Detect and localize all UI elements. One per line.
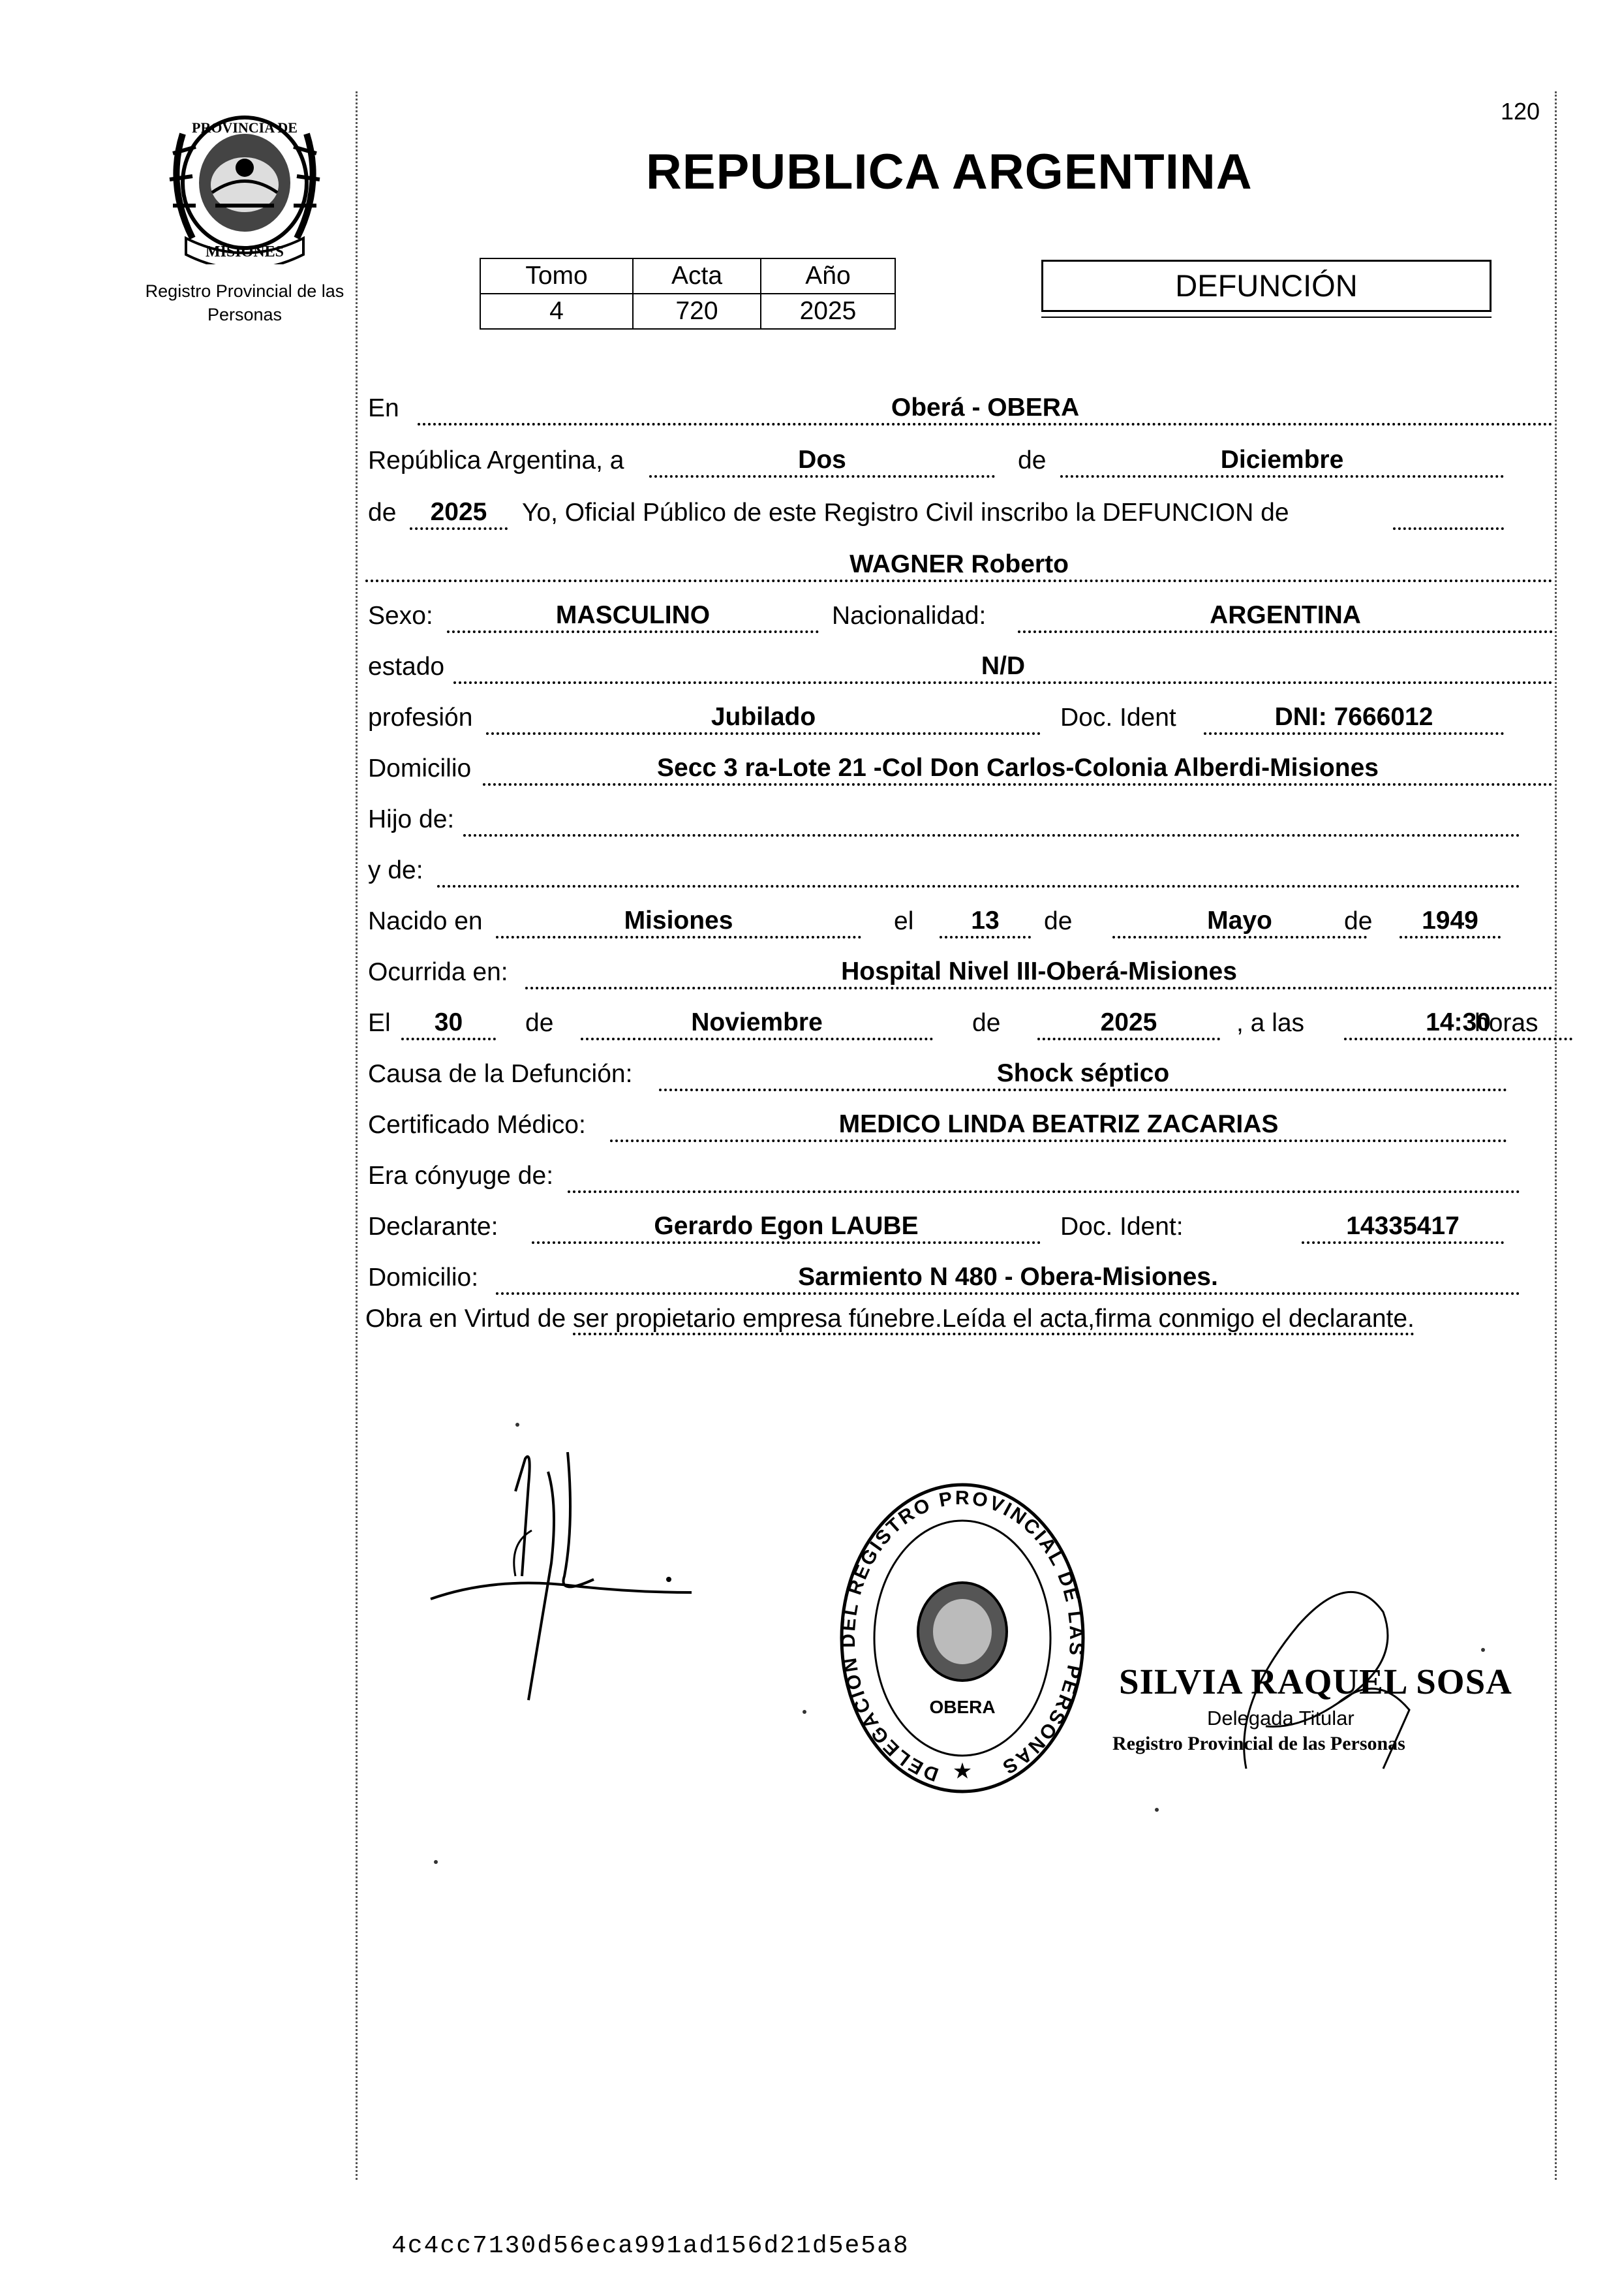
record-table-header-row xyxy=(480,258,895,294)
domicilio2-label: Domicilio: xyxy=(368,1264,479,1292)
row-ocurrida xyxy=(365,942,1553,995)
registry-name: Registro Provincial de las Personas xyxy=(145,281,344,324)
def-anio: 2025 xyxy=(1037,1008,1220,1040)
seal-star-icon: ★ xyxy=(952,1759,973,1784)
el2-label: El xyxy=(368,1009,391,1037)
record-type-box: DEFUNCIÓN xyxy=(1041,260,1492,312)
conyuge-value xyxy=(568,1160,1520,1193)
declarante-value: Gerardo Egon LAUBE xyxy=(532,1211,1041,1244)
nacionalidad-label: Nacionalidad: xyxy=(832,602,987,630)
row-profesion xyxy=(365,688,1553,740)
obra-prefix: Obra en Virtud de xyxy=(365,1305,566,1333)
nacido-anio: 1949 xyxy=(1400,906,1501,939)
y-de-label: y de: xyxy=(368,856,423,884)
seal-city: OBERA xyxy=(929,1697,996,1717)
table-value-anio: 2025 xyxy=(761,294,895,329)
de-label: de xyxy=(1018,446,1047,474)
row-declarante xyxy=(365,1197,1553,1249)
day-value: Dos xyxy=(649,445,995,478)
speck xyxy=(1155,1808,1159,1812)
nacionalidad-value: ARGENTINA xyxy=(1018,600,1553,633)
def-hora: 14:30 xyxy=(1344,1008,1572,1040)
crest-bottom-text: MISIONES xyxy=(205,243,284,260)
profesion-label: profesión xyxy=(368,704,473,732)
record-table xyxy=(480,258,896,330)
row-y-de xyxy=(365,841,1553,893)
speck xyxy=(803,1710,806,1714)
def-dia: 30 xyxy=(401,1008,496,1040)
document-title: REPUBLICA ARGENTINA xyxy=(646,144,1253,200)
nacido-de2-label: de xyxy=(1344,907,1373,935)
obra-text: ser propietario empresa fúnebre.Leída el acta,firma conmigo el declarante. xyxy=(573,1305,1415,1335)
officer-org: Registro Provincial de las Personas xyxy=(1112,1733,1405,1754)
row-causa xyxy=(365,1044,1553,1096)
row-estado xyxy=(365,637,1553,689)
statement-text: Yo, Oficial Público de este Registro Civil inscribo la DEFUNCION de xyxy=(522,499,1289,527)
right-margin-line xyxy=(1555,91,1557,2180)
nacido-de1-label: de xyxy=(1044,907,1073,935)
page-number: 120 xyxy=(1501,98,1540,125)
republica-label: República Argentina, a xyxy=(368,446,624,474)
def-mes: Noviembre xyxy=(581,1008,933,1040)
speck xyxy=(1481,1648,1485,1652)
doc2-label: Doc. Ident: xyxy=(1060,1213,1184,1241)
row-statement xyxy=(365,483,1553,535)
table-header-tomo: Tomo xyxy=(480,258,633,294)
officer-role: Delegada Titular xyxy=(1207,1707,1354,1730)
domicilio-value: Secc 3 ra-Lote 21 -Col Don Carlos-Colonia Alberdi-Misiones xyxy=(483,753,1553,786)
sexo-value: MASCULINO xyxy=(447,600,819,633)
row-sexo xyxy=(365,586,1553,638)
row-fecha xyxy=(365,431,1553,483)
table-value-acta: 720 xyxy=(633,294,761,329)
causa-label: Causa de la Defunción: xyxy=(368,1060,633,1088)
nacido-lugar: Misiones xyxy=(496,906,861,939)
doc-ident-label: Doc. Ident xyxy=(1060,704,1176,732)
hijo-value xyxy=(463,804,1520,837)
certificado-value: MEDICO LINDA BEATRIZ ZACARIAS xyxy=(610,1109,1507,1142)
conyuge-label: Era cónyuge de: xyxy=(368,1162,554,1190)
year-prefix-label: de xyxy=(368,499,397,527)
en-value: Oberá - OBERA xyxy=(418,393,1553,426)
hijo-label: Hijo de: xyxy=(368,805,455,833)
estado-label: estado xyxy=(368,653,445,681)
statement-blank xyxy=(1393,497,1504,530)
province-crest-logo xyxy=(147,108,343,264)
nacido-label: Nacido en xyxy=(368,907,483,935)
left-margin-line xyxy=(356,91,358,2180)
certificado-label: Certificado Médico: xyxy=(368,1111,586,1139)
y-de-value xyxy=(437,855,1520,888)
table-header-anio: Año xyxy=(761,258,895,294)
a-las-label: , a las xyxy=(1236,1009,1305,1037)
doc-ident-value: DNI: 7666012 xyxy=(1204,702,1504,735)
month-value: Diciembre xyxy=(1060,445,1504,478)
nacido-mes: Mayo xyxy=(1112,906,1367,939)
year-value: 2025 xyxy=(410,497,508,530)
speck xyxy=(515,1423,519,1427)
row-fecha-defuncion xyxy=(365,993,1553,1046)
horas-label: horas xyxy=(1475,1009,1538,1037)
declarant-signature xyxy=(418,1446,718,1720)
obra-statement xyxy=(365,1302,1553,1336)
en-label: En xyxy=(368,394,399,422)
nacido-el-label: el xyxy=(894,907,914,935)
declarante-label: Declarante: xyxy=(368,1213,498,1241)
def-de1-label: de xyxy=(525,1009,554,1037)
crest-top-text: PROVINCIA DE xyxy=(192,119,298,136)
row-domicilio2 xyxy=(365,1248,1553,1300)
estado-value: N/D xyxy=(453,651,1553,684)
row-certificado xyxy=(365,1095,1553,1147)
causa-value: Shock séptico xyxy=(659,1059,1507,1091)
domicilio2-value: Sarmiento N 480 - Obera-Misiones. xyxy=(496,1262,1520,1295)
official-seal xyxy=(835,1472,1090,1798)
table-value-tomo: 4 xyxy=(480,294,633,329)
officer-name: SILVIA RAQUEL SOSA xyxy=(1119,1662,1512,1701)
row-nacido xyxy=(365,892,1553,944)
row-deceased xyxy=(365,535,1553,587)
doc2-value: 14335417 xyxy=(1302,1211,1504,1244)
row-domicilio xyxy=(365,739,1553,791)
domicilio-label: Domicilio xyxy=(368,754,472,783)
row-en xyxy=(365,379,1553,431)
ocurrida-value: Hospital Nivel III-Oberá-Misiones xyxy=(525,957,1553,989)
table-header-acta: Acta xyxy=(633,258,761,294)
ocurrida-label: Ocurrida en: xyxy=(368,958,508,986)
row-conyuge xyxy=(365,1146,1553,1198)
sexo-label: Sexo: xyxy=(368,602,433,630)
def-de2-label: de xyxy=(972,1009,1001,1037)
nacido-dia: 13 xyxy=(940,906,1031,939)
seal-ring-text: DELEGACION DEL REGISTRO PROVINCIAL DE LAS PERSONAS xyxy=(837,1487,1088,1786)
row-hijo xyxy=(365,790,1553,842)
document-hash: 4c4cc7130d56eca991ad156d21d5e5a8 xyxy=(391,2232,910,2260)
record-table-value-row xyxy=(480,294,895,329)
deceased-name: WAGNER Roberto xyxy=(365,550,1553,582)
profesion-value: Jubilado xyxy=(486,702,1041,735)
speck xyxy=(434,1860,438,1864)
